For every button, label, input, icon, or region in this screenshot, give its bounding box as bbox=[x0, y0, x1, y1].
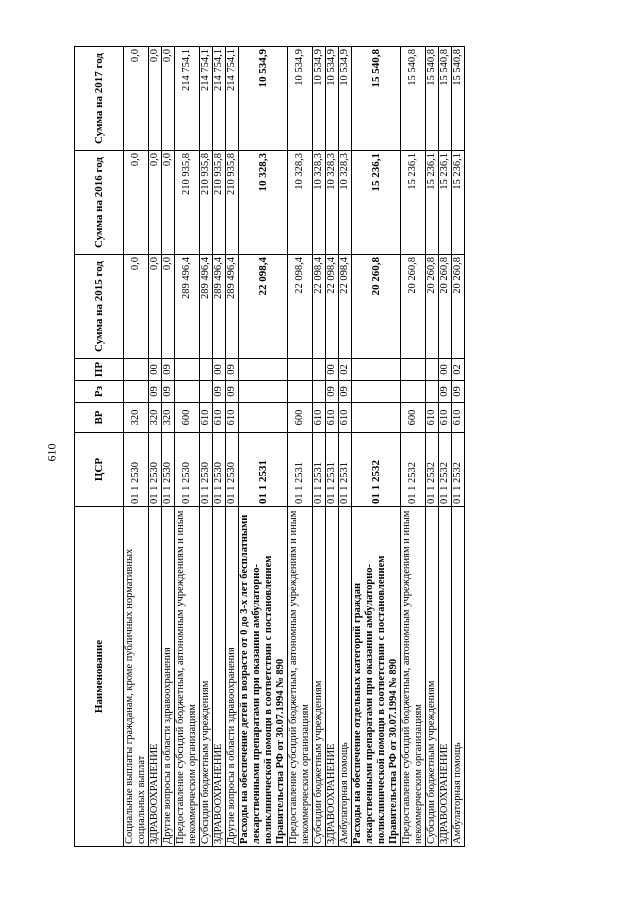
cell-csr: 01 1 2532 bbox=[426, 433, 439, 507]
table-row bbox=[124, 47, 149, 847]
cell-sum-2016: 210 935,8 bbox=[213, 151, 226, 255]
cell-csr: 01 1 2531 bbox=[326, 433, 339, 507]
cell-rz: 09 bbox=[162, 381, 175, 403]
cell-pr bbox=[124, 359, 149, 381]
cell-rz bbox=[124, 381, 149, 403]
cell-sum-2016: 210 935,8 bbox=[226, 151, 239, 255]
table-row bbox=[200, 47, 213, 847]
table-row bbox=[149, 47, 162, 847]
table-row bbox=[452, 47, 465, 847]
cell-pr: 09 bbox=[162, 359, 175, 381]
table-row bbox=[426, 47, 439, 847]
cell-pr: 02 bbox=[339, 359, 352, 381]
cell-rz bbox=[313, 381, 326, 403]
cell-name: Социальные выплаты гражданам, кроме публичных нормативных социальных выплат bbox=[124, 507, 149, 847]
cell-name: ЗДРАВООХРАНЕНИЕ bbox=[326, 507, 339, 847]
header-sum-2016: Сумма на 2016 год bbox=[75, 151, 124, 255]
cell-name: Субсидии бюджетным учреждениям bbox=[200, 507, 213, 847]
cell-name: Предоставление субсидий бюджетным, автономным учреждениям и иным некоммерческим организациям bbox=[175, 507, 200, 847]
cell-rz bbox=[175, 381, 200, 403]
cell-sum-2016: 10 328,3 bbox=[313, 151, 326, 255]
cell-sum-2015: 289 496,4 bbox=[175, 255, 200, 359]
cell-csr: 01 1 2530 bbox=[213, 433, 226, 507]
cell-name: Расходы на обеспечение детей в возрасте от 0 до 3-х лет бесплатными лекарственными препаратами при оказании амбулаторно-поликлинической помощи в соответствии с постановлением Правительства РФ от 30.07.1994 № 890 bbox=[239, 507, 288, 847]
header-vr: ВР bbox=[75, 403, 124, 433]
table-row bbox=[288, 47, 313, 847]
cell-pr bbox=[352, 359, 401, 381]
cell-vr: 610 bbox=[439, 403, 452, 433]
cell-sum-2015: 20 260,8 bbox=[401, 255, 426, 359]
cell-rz bbox=[352, 381, 401, 403]
cell-rz: 09 bbox=[326, 381, 339, 403]
table-row bbox=[313, 47, 326, 847]
cell-rz: 09 bbox=[452, 381, 465, 403]
table-row bbox=[352, 47, 401, 847]
cell-sum-2016: 15 236,1 bbox=[452, 151, 465, 255]
cell-csr: 01 1 2530 bbox=[149, 433, 162, 507]
cell-sum-2017: 15 540,8 bbox=[452, 47, 465, 151]
cell-name: ЗДРАВООХРАНЕНИЕ bbox=[149, 507, 162, 847]
cell-sum-2016: 15 236,1 bbox=[352, 151, 401, 255]
cell-name: Амбулаторная помощь bbox=[339, 507, 352, 847]
cell-pr: 00 bbox=[326, 359, 339, 381]
cell-sum-2015: 20 260,8 bbox=[352, 255, 401, 359]
header-sum-2015: Сумма на 2015 год bbox=[75, 255, 124, 359]
table-row bbox=[401, 47, 426, 847]
cell-sum-2016: 0,0 bbox=[149, 151, 162, 255]
cell-pr bbox=[288, 359, 313, 381]
cell-pr bbox=[239, 359, 288, 381]
cell-csr: 01 1 2532 bbox=[352, 433, 401, 507]
cell-csr: 01 1 2530 bbox=[124, 433, 149, 507]
cell-rz bbox=[288, 381, 313, 403]
cell-sum-2015: 289 496,4 bbox=[200, 255, 213, 359]
cell-vr: 320 bbox=[149, 403, 162, 433]
table-row bbox=[226, 47, 239, 847]
table-row bbox=[239, 47, 288, 847]
cell-sum-2017: 15 540,8 bbox=[439, 47, 452, 151]
cell-sum-2016: 15 236,1 bbox=[426, 151, 439, 255]
header-pr: ПР bbox=[75, 359, 124, 381]
cell-name: Предоставление субсидий бюджетным, автономным учреждениям и иным некоммерческим организациям bbox=[288, 507, 313, 847]
cell-sum-2015: 0,0 bbox=[162, 255, 175, 359]
cell-vr: 600 bbox=[175, 403, 200, 433]
cell-sum-2016: 10 328,3 bbox=[239, 151, 288, 255]
cell-sum-2016: 210 935,8 bbox=[200, 151, 213, 255]
cell-csr: 01 1 2531 bbox=[313, 433, 326, 507]
cell-sum-2016: 0,0 bbox=[124, 151, 149, 255]
cell-rz: 09 bbox=[213, 381, 226, 403]
cell-sum-2017: 10 534,9 bbox=[313, 47, 326, 151]
cell-name: Амбулаторная помощь bbox=[452, 507, 465, 847]
table-row bbox=[213, 47, 226, 847]
cell-csr: 01 1 2531 bbox=[339, 433, 352, 507]
cell-pr bbox=[313, 359, 326, 381]
cell-rz: 09 bbox=[149, 381, 162, 403]
cell-sum-2017: 0,0 bbox=[124, 47, 149, 151]
cell-sum-2017: 0,0 bbox=[149, 47, 162, 151]
cell-sum-2017: 214 754,1 bbox=[175, 47, 200, 151]
cell-vr: 610 bbox=[339, 403, 352, 433]
cell-name: Предоставление субсидий бюджетным, автономным учреждениям и иным некоммерческим организациям bbox=[401, 507, 426, 847]
cell-sum-2016: 210 935,8 bbox=[175, 151, 200, 255]
cell-sum-2015: 20 260,8 bbox=[452, 255, 465, 359]
cell-rz bbox=[401, 381, 426, 403]
table-row bbox=[326, 47, 339, 847]
cell-sum-2017: 214 754,1 bbox=[213, 47, 226, 151]
cell-pr: 09 bbox=[226, 359, 239, 381]
header-rz: Рз bbox=[75, 381, 124, 403]
cell-rz bbox=[200, 381, 213, 403]
cell-sum-2016: 10 328,3 bbox=[339, 151, 352, 255]
table-row bbox=[339, 47, 352, 847]
cell-sum-2017: 15 540,8 bbox=[352, 47, 401, 151]
cell-pr bbox=[401, 359, 426, 381]
cell-sum-2015: 22 098,4 bbox=[288, 255, 313, 359]
cell-vr: 610 bbox=[326, 403, 339, 433]
cell-name: ЗДРАВООХРАНЕНИЕ bbox=[439, 507, 452, 847]
cell-sum-2017: 214 754,1 bbox=[200, 47, 213, 151]
cell-pr: 00 bbox=[213, 359, 226, 381]
cell-vr: 610 bbox=[452, 403, 465, 433]
cell-name: ЗДРАВООХРАНЕНИЕ bbox=[213, 507, 226, 847]
cell-sum-2017: 15 540,8 bbox=[426, 47, 439, 151]
cell-sum-2016: 15 236,1 bbox=[439, 151, 452, 255]
cell-csr: 01 1 2530 bbox=[162, 433, 175, 507]
cell-sum-2015: 289 496,4 bbox=[213, 255, 226, 359]
header-sum-2017: Сумма на 2017 год bbox=[75, 47, 124, 151]
cell-sum-2015: 22 098,4 bbox=[326, 255, 339, 359]
rotated-table-wrapper bbox=[74, 47, 524, 847]
cell-sum-2017: 15 540,8 bbox=[401, 47, 426, 151]
cell-csr: 01 1 2531 bbox=[239, 433, 288, 507]
header-csr: ЦСР bbox=[75, 433, 124, 507]
cell-name: Расходы на обеспечение отдельных категорий граждан лекарственными препаратами при оказании амбулаторно-поликлинической помощи в соответствии с постановлением Правительства РФ от 30.07.1994 № 890 bbox=[352, 507, 401, 847]
cell-sum-2015: 22 098,4 bbox=[313, 255, 326, 359]
cell-name: Субсидии бюджетным учреждениям bbox=[313, 507, 326, 847]
cell-rz bbox=[426, 381, 439, 403]
cell-vr: 610 bbox=[200, 403, 213, 433]
cell-vr: 600 bbox=[288, 403, 313, 433]
cell-rz: 09 bbox=[439, 381, 452, 403]
budget-table bbox=[74, 46, 465, 847]
cell-sum-2015: 22 098,4 bbox=[239, 255, 288, 359]
cell-pr bbox=[175, 359, 200, 381]
cell-csr: 01 1 2531 bbox=[288, 433, 313, 507]
cell-rz: 09 bbox=[339, 381, 352, 403]
table-body bbox=[124, 47, 465, 847]
cell-sum-2017: 0,0 bbox=[162, 47, 175, 151]
cell-sum-2016: 10 328,3 bbox=[288, 151, 313, 255]
cell-sum-2016: 0,0 bbox=[162, 151, 175, 255]
cell-csr: 01 1 2532 bbox=[439, 433, 452, 507]
cell-pr: 00 bbox=[439, 359, 452, 381]
cell-vr: 610 bbox=[426, 403, 439, 433]
cell-name: Субсидии бюджетным учреждениям bbox=[426, 507, 439, 847]
cell-csr: 01 1 2530 bbox=[226, 433, 239, 507]
cell-sum-2015: 20 260,8 bbox=[439, 255, 452, 359]
table-row bbox=[439, 47, 452, 847]
cell-sum-2017: 10 534,9 bbox=[326, 47, 339, 151]
cell-vr bbox=[352, 403, 401, 433]
cell-name: Другие вопросы в области здравоохранения bbox=[162, 507, 175, 847]
cell-csr: 01 1 2530 bbox=[200, 433, 213, 507]
cell-pr bbox=[426, 359, 439, 381]
cell-vr: 320 bbox=[124, 403, 149, 433]
cell-sum-2017: 10 534,9 bbox=[239, 47, 288, 151]
cell-vr: 600 bbox=[401, 403, 426, 433]
table-header-row bbox=[75, 47, 124, 847]
cell-sum-2016: 15 236,1 bbox=[401, 151, 426, 255]
table-row bbox=[162, 47, 175, 847]
cell-sum-2017: 214 754,1 bbox=[226, 47, 239, 151]
cell-pr: 02 bbox=[452, 359, 465, 381]
cell-sum-2016: 10 328,3 bbox=[326, 151, 339, 255]
cell-sum-2015: 0,0 bbox=[124, 255, 149, 359]
cell-csr: 01 1 2532 bbox=[452, 433, 465, 507]
cell-name: Другие вопросы в области здравоохранения bbox=[226, 507, 239, 847]
cell-vr: 610 bbox=[226, 403, 239, 433]
cell-pr: 00 bbox=[149, 359, 162, 381]
cell-sum-2015: 20 260,8 bbox=[426, 255, 439, 359]
cell-pr bbox=[200, 359, 213, 381]
cell-csr: 01 1 2530 bbox=[175, 433, 200, 507]
cell-csr: 01 1 2532 bbox=[401, 433, 426, 507]
cell-rz bbox=[239, 381, 288, 403]
page-number: 610 bbox=[44, 443, 59, 462]
cell-vr: 320 bbox=[162, 403, 175, 433]
cell-rz: 09 bbox=[226, 381, 239, 403]
cell-sum-2017: 10 534,9 bbox=[339, 47, 352, 151]
cell-vr: 610 bbox=[213, 403, 226, 433]
cell-sum-2015: 22 098,4 bbox=[339, 255, 352, 359]
cell-sum-2015: 289 496,4 bbox=[226, 255, 239, 359]
cell-sum-2017: 10 534,9 bbox=[288, 47, 313, 151]
table-row bbox=[175, 47, 200, 847]
cell-sum-2015: 0,0 bbox=[149, 255, 162, 359]
header-name: Наименование bbox=[75, 507, 124, 847]
cell-vr bbox=[239, 403, 288, 433]
cell-vr: 610 bbox=[313, 403, 326, 433]
